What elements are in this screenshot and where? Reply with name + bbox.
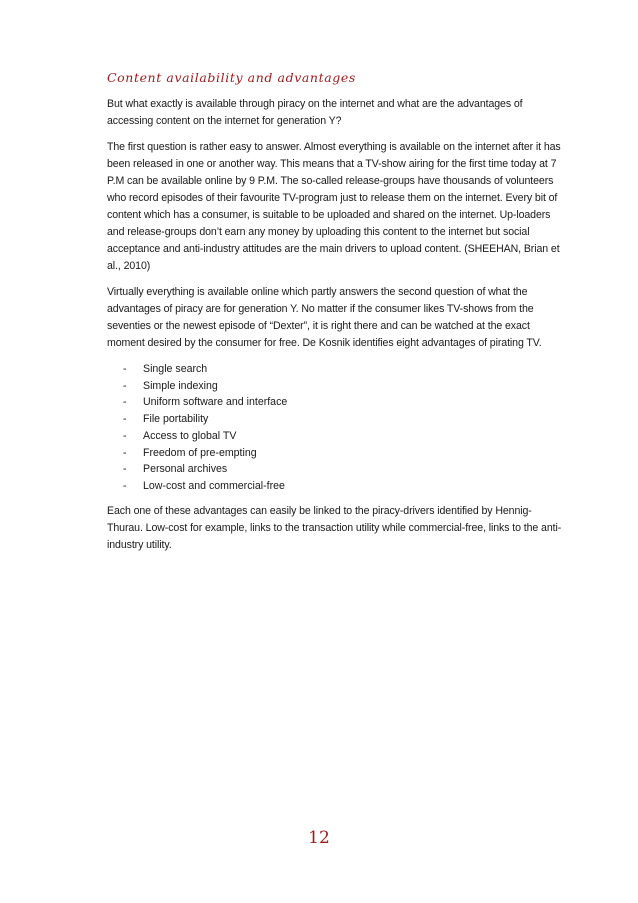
list-item: [107, 478, 567, 495]
list-bullet: -: [123, 446, 127, 459]
list-item: [107, 461, 567, 478]
list-item-label: File portability: [143, 413, 209, 426]
closing-paragraph: Each one of these advantages can easily be linked to the piracy-drivers identified by Hennig-Thurau. Low-cost for example, links to the transaction utility while commercial-free, links to the anti-industry utility.: [107, 504, 562, 551]
list-item-label: Access to global TV: [143, 429, 237, 442]
advantages-paragraph: Virtually everything is available online which partly answers the second question of what the advantages of piracy are for generation Y. No matter if the consumer likes TV-shows from the seventies or the newest episode of “Dexter”, it is right there and can be watched at the exact moment desired by the consumer for free. De Kosnik identifies eight advantages of pirating TV.: [107, 286, 542, 349]
availability-paragraph: The first question is rather easy to answer. Almost everything is available on the internet after it has been released in one or another way. This means that a TV-show airing for the first time today at 7 P.M can be available online by 9 P.M. The so-called release-groups have thousands of volunteers who record episodes of their favourite TV-program just to release them on the internet. Every bit of content which has a consumer, is suitable to be uploaded and shared on the internet. Up-loaders and release-groups don’t earn any money by uploading this content to the internet but social acceptance and anti-industry attitudes are the main drivers to upload content. (SHEEHAN, Brian et al., 2010): [107, 141, 561, 272]
list-item-label: Single search: [143, 363, 208, 375]
list-bullet: -: [123, 479, 127, 492]
list-item: [107, 411, 567, 428]
list-bullet: -: [123, 396, 127, 409]
list-item-label: Simple indexing: [143, 379, 218, 392]
list-item-label: Freedom of pre-empting: [143, 446, 257, 459]
list-item: [107, 428, 567, 445]
list-item: [107, 378, 567, 395]
list-bullet: -: [123, 429, 127, 442]
list-bullet: -: [123, 379, 127, 392]
section-heading: Content availability and advantages: [107, 70, 356, 85]
list-bullet: -: [123, 413, 127, 426]
advantages-list: [107, 361, 567, 495]
list-item: [107, 361, 567, 378]
list-item-label: Low-cost and commercial-free: [143, 479, 285, 492]
list-bullet: -: [123, 463, 127, 476]
list-item-label: Uniform software and interface: [143, 396, 288, 409]
list-item: [107, 394, 567, 411]
list-item: [107, 445, 567, 462]
page-content: [107, 70, 567, 563]
list-bullet: -: [123, 363, 127, 375]
intro-paragraph: But what exactly is available through piracy on the internet and what are the advantages of accessing content on the internet for generation Y?: [107, 98, 523, 127]
page-number: 12: [308, 828, 330, 848]
list-item-label: Personal archives: [143, 463, 228, 476]
